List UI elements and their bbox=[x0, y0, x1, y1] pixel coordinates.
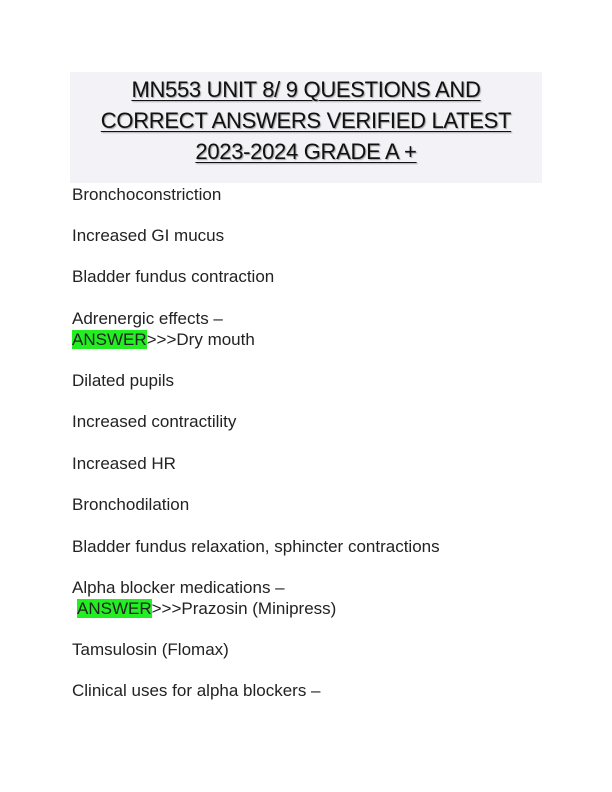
answer-line-prazosin bbox=[77, 599, 336, 619]
document-title-line-3: 2023-2024 GRADE A + bbox=[195, 139, 417, 164]
answer-highlight: ANSWER bbox=[72, 330, 147, 349]
text-line-dilated-pupils: Dilated pupils bbox=[72, 371, 175, 390]
text-line-increased-contractility: Increased contractility bbox=[72, 412, 237, 431]
text-line-bronchodilation: Bronchodilation bbox=[72, 495, 190, 514]
text-line-bronchoconstriction: Bronchoconstriction bbox=[72, 185, 222, 204]
document-title-line-1: MN553 UNIT 8/ 9 QUESTIONS AND bbox=[131, 77, 481, 102]
text-line-increased-gi-mucus: Increased GI mucus bbox=[72, 226, 225, 245]
text-line-tamsulosin: Tamsulosin (Flomax) bbox=[72, 640, 229, 659]
document-title-box bbox=[70, 72, 542, 183]
answer-text: >>>Dry mouth bbox=[146, 330, 255, 349]
question-clinical-uses-alpha-blockers: Clinical uses for alpha blockers – bbox=[72, 681, 321, 700]
question-adrenergic-effects: Adrenergic effects – bbox=[72, 309, 223, 328]
answer-text: >>>Prazosin (Minipress) bbox=[151, 599, 337, 618]
text-line-bladder-fundus-contraction: Bladder fundus contraction bbox=[72, 267, 275, 286]
answer-line-dry-mouth bbox=[72, 330, 255, 350]
answer-highlight: ANSWER bbox=[77, 599, 152, 618]
text-line-increased-hr: Increased HR bbox=[72, 454, 176, 473]
text-line-bladder-fundus-relaxation: Bladder fundus relaxation, sphincter contractions bbox=[72, 537, 440, 556]
question-alpha-blocker-medications: Alpha blocker medications – bbox=[72, 578, 285, 597]
document-title-line-2: CORRECT ANSWERS VERIFIED LATEST bbox=[100, 108, 512, 133]
